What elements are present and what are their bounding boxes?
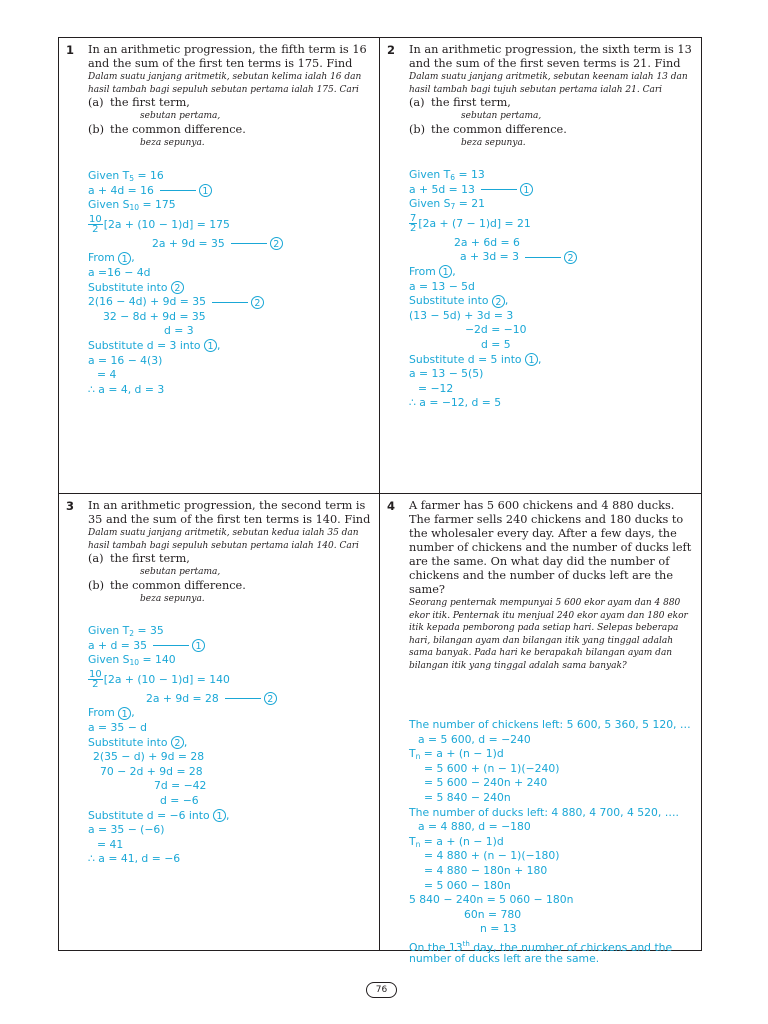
equation-marker: 1 bbox=[213, 809, 226, 822]
part-a: (a) the first term, bbox=[409, 96, 511, 110]
equation-marker: 2 bbox=[171, 736, 184, 749]
part-b-ms: beza sepunya. bbox=[140, 594, 205, 605]
question-2-text bbox=[409, 43, 694, 150]
question-text-ms: Dalam suatu janjang aritmetik, sebutan keenam ialah 13 dan hasil tambah bagi tujuh sebutan pertama ialah 21. Cari bbox=[409, 72, 688, 95]
question-3-cell bbox=[59, 494, 379, 950]
equation-marker: 2 bbox=[251, 296, 264, 309]
part-a-ms: sebutan pertama, bbox=[140, 567, 221, 578]
solution-2: Given $T_6 = 13$ a + 5d = 13 1 Given $S_7 = 21$ $\frac{7}{2}$ [2a + (7 − 1)d] = 21 2a + 6d = 6 a + 3d = 3 2 From 1 , a = 13 − 5d Substitute into 2 , (13 − 5d) + 3d = 3 −2d = −10 d = 5 Substitute d = 5 into 1 , a = 13 − 5(5) = −12 ∴ a = −12, d = 5 bbox=[409, 168, 577, 411]
question-number: 2 bbox=[387, 43, 396, 57]
part-b: (b) the common difference. bbox=[88, 579, 246, 593]
question-text-ms: Dalam suatu janjang aritmetik, sebutan kelima ialah 16 dan hasil tambah bagi sepuluh sebutan pertama ialah 175. Cari bbox=[88, 72, 362, 95]
question-4-text bbox=[409, 499, 694, 673]
equation-marker: 1 bbox=[118, 707, 131, 720]
solution-4: The number of chickens left: 5 600, 5 360, 5 120, … a = 5 600, d = −240 $T_n = a + (n - 1)d$ = 5 600 + (n − 1)(−240) = 5 600 − 240n + 240 = 5 840 − 240n The number of ducks left: 4 880, 4 700, 4 520, …. a = 4 880, d = −180 $T_n = a + (n - 1)d$ = 4 880 + (n − 1)(−180) = 4 880 − 180n + 180 = 5 060 − 180n 5 840 − 240n = 5 060 − 180n 60n = 780 n = 13 On the 13th day, the number of chickens and the number of ducks left are the same. bbox=[409, 718, 691, 965]
question-3-text bbox=[88, 499, 373, 606]
part-b-ms: beza sepunya. bbox=[140, 138, 205, 149]
part-a: (a) the first term, bbox=[88, 552, 190, 566]
question-2-cell bbox=[380, 38, 702, 493]
fraction: $\frac{7}{2}$ bbox=[410, 213, 417, 235]
question-1-cell bbox=[59, 38, 379, 493]
equation-marker: 1 bbox=[204, 339, 217, 352]
part-b: (b) the common difference. bbox=[88, 123, 246, 137]
question-text-en: In an arithmetic progression, the sixth term is 13 and the sum of the first seven terms is 21. Find bbox=[409, 43, 692, 70]
equation-marker: 2 bbox=[270, 237, 283, 250]
question-number: 3 bbox=[66, 499, 75, 513]
part-a-ms: sebutan pertama, bbox=[140, 111, 221, 122]
question-number: 4 bbox=[387, 499, 396, 513]
part-a: (a) the first term, bbox=[88, 96, 190, 110]
question-text-en: In an arithmetic progression, the second term is 35 and the sum of the first ten terms is 140. Find bbox=[88, 499, 371, 526]
question-1-text bbox=[88, 43, 373, 150]
question-number: 1 bbox=[66, 43, 75, 57]
question-text-en: In an arithmetic progression, the fifth term is 16 and the sum of the first ten terms is 175. Find bbox=[88, 43, 367, 70]
question-text-en: A farmer has 5 600 chickens and 4 880 ducks. The farmer sells 240 chickens and 180 ducks to the wholesaler every day. After a few days, the number of chickens and the number of ducks left are the same. On what day did the number of chickens and the number of ducks left are the same? bbox=[409, 499, 692, 596]
question-text-ms: Seorang penternak mempunyai 5 600 ekor ayam dan 4 880 ekor itik. Penternak itu menjual 240 ekor ayam dan 180 ekor itik kepada pemborong pada setiap hari. Selepas beberapa hari, bilangan ayam dan bilangan itik yang tinggal adalah sama banyak. Pada hari ke berapakah bilangan ayam dan bilangan itik yang tinggal adalah sama banyak? bbox=[409, 598, 688, 671]
equation-marker: 1 bbox=[439, 265, 452, 278]
equation-marker: 2 bbox=[171, 281, 184, 294]
equation-marker: 2 bbox=[564, 251, 577, 264]
equation-marker: 1 bbox=[525, 353, 538, 366]
question-text-ms: Dalam suatu janjang aritmetik, sebutan kedua ialah 35 dan hasil tambah bagi sepuluh sebutan pertama ialah 140. Cari bbox=[88, 528, 359, 551]
solution-3: Given $T_2 = 35$ a + d = 35 1 Given $S_{10} = 140$ $\frac{10}{2}$ [2a + (10 − 1)d] = 140 2a + 9d = 28 2 From 1 , a = 35 − d Substitute into 2 , 2(35 − d) + 9d = 28 70 − 2d + 9d = 28 7d = −42 d = −6 Substitute d = −6 into 1 , a = 35 − (−6) = 41 ∴ a = 41, d = −6 bbox=[88, 624, 277, 867]
equation-marker: 2 bbox=[492, 295, 505, 308]
part-b: (b) the common difference. bbox=[409, 123, 567, 137]
question-4-cell bbox=[380, 494, 702, 965]
equation-marker: 2 bbox=[264, 692, 277, 705]
part-b-ms: beza sepunya. bbox=[461, 138, 526, 149]
equation-marker: 1 bbox=[192, 639, 205, 652]
fraction: $\frac{10}{2}$ bbox=[89, 669, 102, 691]
equation-marker: 1 bbox=[118, 252, 131, 265]
solution-1: Given $T_5 = 16$ a + 4d = 16 1 Given $S_{10} = 175$ $\frac{10}{2}$ [2a + (10 − 1)d] = 175 2a + 9d = 35 2 From 1 , a =16 − 4d Substitute into 2 2(16 − 4d) + 9d = 35 2 32 − 8d + 9d = 35 d = 3 Substitute d = 3 into 1 , a = 16 − 4(3) = 4 ∴ a = 4, d = 3 bbox=[88, 169, 283, 397]
fraction: $\frac{10}{2}$ bbox=[89, 214, 102, 236]
worksheet-grid bbox=[58, 37, 702, 965]
part-a-ms: sebutan pertama, bbox=[461, 111, 542, 122]
page-number: 76 bbox=[366, 982, 397, 998]
equation-marker: 1 bbox=[520, 183, 533, 196]
equation-marker: 1 bbox=[199, 184, 212, 197]
